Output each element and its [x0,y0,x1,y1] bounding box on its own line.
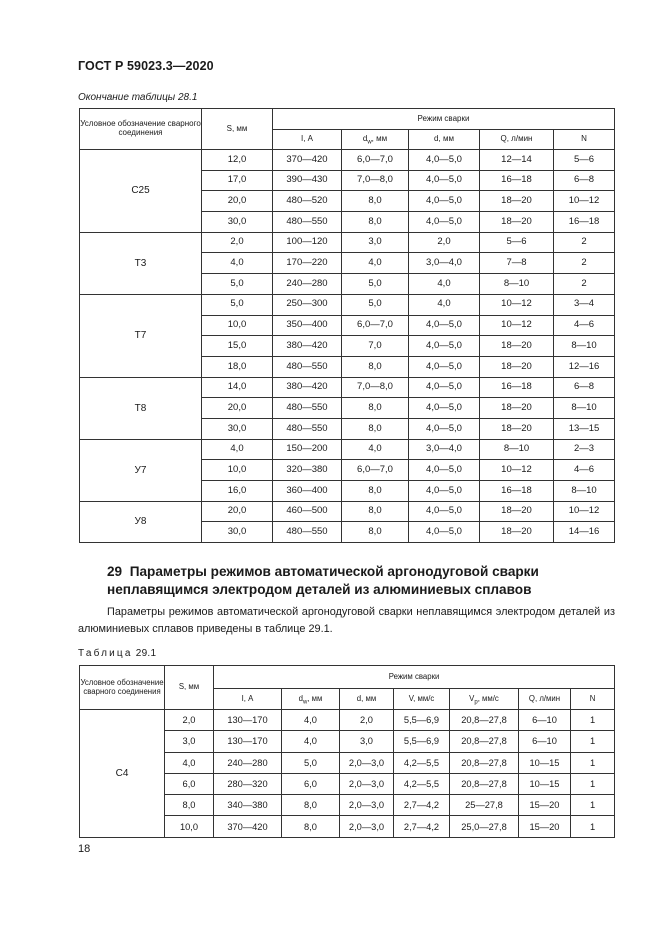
table-cell: 8—10 [480,439,554,460]
table-cell: 8,0 [342,481,409,502]
table-cell: 4,0—5,0 [409,418,480,439]
table-cell: 4,2—5,5 [394,773,450,794]
table-cell: 480—550 [273,212,342,233]
table-cell: 480—550 [273,522,342,543]
table-cell: 18—20 [480,356,554,377]
table-cell: 2 [554,253,615,274]
header-gas-flow: Q, л/мин [480,130,554,150]
table-cell: 25,0—27,8 [450,816,519,837]
table-cell: 8,0 [282,816,340,837]
table-cell: 3,0 [340,731,394,752]
table-cell: 240—280 [273,274,342,295]
header-thickness: S, мм [202,109,273,150]
table-cell: 16—18 [554,212,615,233]
table-cell: 20,0 [202,501,273,522]
joint-designation-cell: Т7 [80,294,202,377]
table-cell: 5,0 [202,274,273,295]
table-cell: 15—20 [519,816,571,837]
table-cell: 20,0 [202,191,273,212]
table-cell: 6,0 [165,773,214,794]
table-cell: 4,2—5,5 [394,752,450,773]
table-cell: 10—12 [480,294,554,315]
table-cell: 16,0 [202,481,273,502]
section-29-title: 29 Параметры режимов автоматической аргонодуговой сварки неплавящимся электродом деталей из алюминиевых сплавов [107,564,539,597]
table-cell: 20,8—27,8 [450,710,519,731]
table-cell: 3,0—4,0 [409,439,480,460]
table-cell: 2,0—3,0 [340,752,394,773]
table-cell: 4,0 [202,439,273,460]
table-cell: 6—10 [519,710,571,731]
table-cell: 17,0 [202,170,273,191]
table-cell: 3—4 [554,294,615,315]
table-cell: 10,0 [202,460,273,481]
table-cell: 150—200 [273,439,342,460]
table-cell: 3,0 [342,232,409,253]
table-row [80,501,615,522]
table-cell: 1 [571,710,615,731]
table-cell: 30,0 [202,418,273,439]
table-cell: 4,0—5,0 [409,356,480,377]
table-cell: 4,0—5,0 [409,481,480,502]
table-cell: 8,0 [165,795,214,816]
table-cell: 8,0 [342,398,409,419]
table-cell: 2,0 [165,710,214,731]
table-cell: 7—8 [480,253,554,274]
table-cell: 4,0 [165,752,214,773]
table-cell: 4,0—5,0 [409,191,480,212]
header-thickness: S, мм [165,666,214,710]
table-row [80,377,615,398]
table-cell: 4,0 [342,253,409,274]
table-cell: 370—420 [214,816,282,837]
header-current: I, А [214,689,282,710]
header-passes: N [571,689,615,710]
table-cell: 6,0—7,0 [342,460,409,481]
table-cell: 15—20 [519,795,571,816]
table-28-1-caption: Окончание таблицы 28.1 [78,92,198,103]
table-cell: 5,5—6,9 [394,731,450,752]
table-cell: 8,0 [342,356,409,377]
table-cell: 380—420 [273,336,342,357]
table-cell: 8—10 [554,481,615,502]
table-cell: 10,0 [165,816,214,837]
joint-designation-cell: С25 [80,150,202,233]
table-cell: 18—20 [480,212,554,233]
joint-designation-cell: С4 [80,710,165,838]
table-cell: 20,8—27,8 [450,731,519,752]
joint-designation-cell: У8 [80,501,202,542]
document-code: ГОСТ Р 59023.3—2020 [78,59,214,73]
table-cell: 10,0 [202,315,273,336]
table-cell: 5—6 [480,232,554,253]
table-cell: 6—10 [519,731,571,752]
table-cell: 460—500 [273,501,342,522]
table-cell: 2,0 [409,232,480,253]
table-cell: 10—12 [480,315,554,336]
table-cell: 4,0 [409,274,480,295]
table-row [80,294,615,315]
table-cell: 12,0 [202,150,273,171]
table-cell: 4,0—5,0 [409,522,480,543]
table-cell: 1 [571,731,615,752]
table-cell: 280—320 [214,773,282,794]
table-cell: 5,0 [202,294,273,315]
table-cell: 4,0—5,0 [409,170,480,191]
table-cell: 240—280 [214,752,282,773]
table-cell: 6,0—7,0 [342,150,409,171]
table-cell: 4,0—5,0 [409,150,480,171]
table-cell: 370—420 [273,150,342,171]
header-electrode-diameter: $d_w$, мм [282,689,340,710]
table-cell: 18—20 [480,418,554,439]
table-cell: 6,0 [282,773,340,794]
table-cell: 8—10 [480,274,554,295]
table-cell: 390—430 [273,170,342,191]
table-cell: 5,0 [342,274,409,295]
table-cell: 10—12 [480,460,554,481]
table-cell: 20,8—27,8 [450,773,519,794]
table-cell: 4,0 [342,439,409,460]
header-wire-feed-speed: $V_p$, мм/с [450,689,519,710]
page-number: 18 [78,843,91,855]
table-cell: 20,0 [202,398,273,419]
table-cell: 250—300 [273,294,342,315]
table-cell: 2,0—3,0 [340,795,394,816]
table-cell: 18—20 [480,522,554,543]
table-cell: 360—400 [273,481,342,502]
table-cell: 480—550 [273,356,342,377]
table-cell: 8—10 [554,398,615,419]
table-cell: 4,0—5,0 [409,212,480,233]
table-cell: 18—20 [480,398,554,419]
table-cell: 4,0—5,0 [409,501,480,522]
table-cell: 4,0—5,0 [409,460,480,481]
table-cell: 100—120 [273,232,342,253]
table-cell: 6,0—7,0 [342,315,409,336]
table-cell: 2,7—4,2 [394,795,450,816]
table-row [80,439,615,460]
table-cell: 2 [554,274,615,295]
table-cell: 2—3 [554,439,615,460]
table-cell: 18,0 [202,356,273,377]
table-cell: 8,0 [342,191,409,212]
header-electrode-diameter: $d_w$, мм [342,130,409,150]
header-mode-group: Режим сварки [214,666,615,689]
header-welding-speed: V, мм/с [394,689,450,710]
table-cell: 4,0—5,0 [409,377,480,398]
table-cell: 30,0 [202,522,273,543]
table-cell: 8—10 [554,336,615,357]
table-cell: 4,0 [202,253,273,274]
table-cell: 8,0 [342,212,409,233]
table-cell: 8,0 [282,795,340,816]
table-row [80,150,615,171]
header-joint: Условное обозначение сварного соединения [80,109,202,150]
table-cell: 16—18 [480,377,554,398]
table-29-1 [79,665,615,838]
table-cell: 5—6 [554,150,615,171]
table-cell: 2,0—3,0 [340,773,394,794]
table-cell: 2 [554,232,615,253]
table-cell: 130—170 [214,710,282,731]
table-cell: 25—27,8 [450,795,519,816]
table-cell: 10—12 [554,191,615,212]
table-cell: 2,0—3,0 [340,816,394,837]
table-cell: 380—420 [273,377,342,398]
table-cell: 4,0—5,0 [409,398,480,419]
table-cell: 4,0 [282,731,340,752]
table-row [80,232,615,253]
header-gas-flow: Q, л/мин [519,689,571,710]
table-cell: 3,0—4,0 [409,253,480,274]
table-cell: 1 [571,816,615,837]
table-cell: 130—170 [214,731,282,752]
table-cell: 5,0 [282,752,340,773]
table-cell: 4,0 [409,294,480,315]
table-cell: 4,0—5,0 [409,336,480,357]
table-cell: 1 [571,752,615,773]
table-cell: 30,0 [202,212,273,233]
table-cell: 13—15 [554,418,615,439]
table-cell: 10—15 [519,752,571,773]
table-cell: 2,0 [340,710,394,731]
table-28-1 [79,108,615,543]
table-cell: 170—220 [273,253,342,274]
table-cell: 5,0 [342,294,409,315]
table-cell: 5,5—6,9 [394,710,450,731]
header-nozzle-diameter: d, мм [409,130,480,150]
table-cell: 2,7—4,2 [394,816,450,837]
table-cell: 4,0—5,0 [409,315,480,336]
table-cell: 16—18 [480,481,554,502]
table-cell: 14,0 [202,377,273,398]
table-cell: 20,8—27,8 [450,752,519,773]
header-passes: N [554,130,615,150]
table-cell: 6—8 [554,170,615,191]
table-cell: 15,0 [202,336,273,357]
table-row [80,710,615,731]
table-cell: 18—20 [480,191,554,212]
header-mode-group: Режим сварки [273,109,615,130]
table-cell: 8,0 [342,418,409,439]
header-nozzle-diameter: d, мм [340,689,394,710]
table-cell: 4,0 [282,710,340,731]
table-cell: 10—15 [519,773,571,794]
table-cell: 4—6 [554,315,615,336]
table-cell: 1 [571,795,615,816]
table-cell: 14—16 [554,522,615,543]
table-cell: 6—8 [554,377,615,398]
table-cell: 2,0 [202,232,273,253]
table-cell: 480—550 [273,418,342,439]
table-cell: 1 [571,773,615,794]
section-29-paragraph: Параметры режимов автоматической аргонодуговой сварки неплавящимся электродом деталей из алюминиевых сплавов приведены в таблице 29.1. [78,606,615,635]
table-cell: 7,0 [342,336,409,357]
table-cell: 7,0—8,0 [342,377,409,398]
table-cell: 350—400 [273,315,342,336]
table-cell: 480—550 [273,398,342,419]
table-cell: 320—380 [273,460,342,481]
table-cell: 8,0 [342,501,409,522]
joint-designation-cell: У7 [80,439,202,501]
table-cell: 18—20 [480,336,554,357]
header-current: I, А [273,130,342,150]
joint-designation-cell: Т3 [80,232,202,294]
table-cell: 7,0—8,0 [342,170,409,191]
table-cell: 12—16 [554,356,615,377]
table-cell: 3,0 [165,731,214,752]
table-cell: 16—18 [480,170,554,191]
joint-designation-cell: Т8 [80,377,202,439]
table-cell: 18—20 [480,501,554,522]
table-29-1-caption: Таблица 29.1 [78,648,157,659]
table-cell: 340—380 [214,795,282,816]
table-cell: 4—6 [554,460,615,481]
table-cell: 480—520 [273,191,342,212]
table-cell: 10—12 [554,501,615,522]
table-cell: 12—14 [480,150,554,171]
table-cell: 8,0 [342,522,409,543]
header-joint: Условное обозначение сварного соединения [80,666,165,710]
